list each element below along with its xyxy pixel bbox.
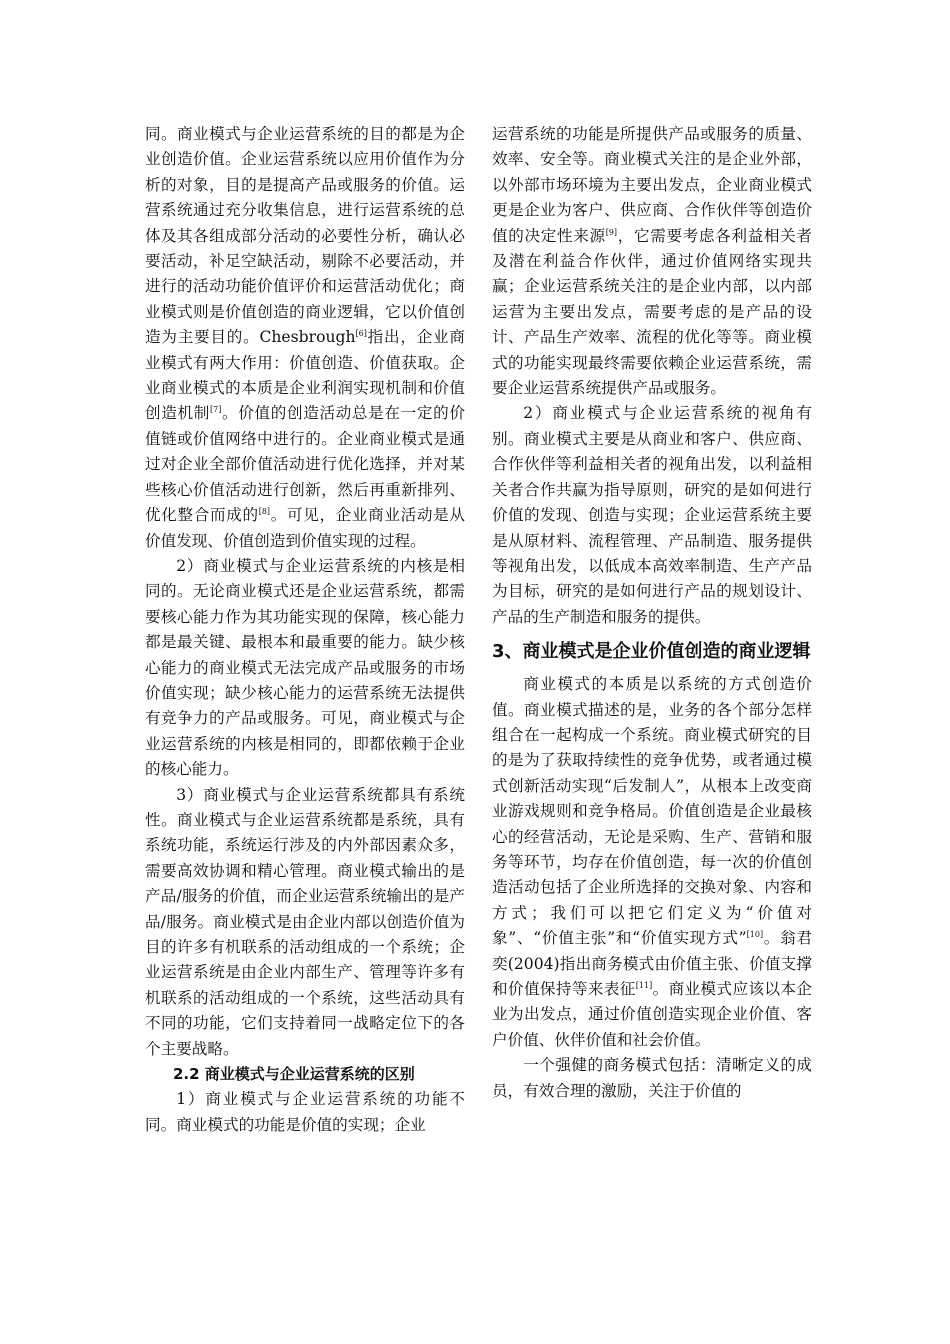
left-column <box>145 122 465 1138</box>
body-paragraph: 3）商业模式与企业运营系统都具有系统性。商业模式与企业运营系统都是系统，具有系统功能，系统运行涉及的内外部因素众多，需要高效协调和精心管理。商业模式输出的是产品/服务的价值，而企业运营系统输出的是产品/服务。商业模式是由企业内部以创造价值为目的许多有机联系的活动组成的一个系统；企业运营系统是由企业内部生产、管理等许多有机联系的活动组成的一个系统，这些活动具有不同的功能，它们支持着同一战略定位下的各个主要战略。 <box>145 785 465 1058</box>
text-run: 同。商业模式与企业运营系统的目的都是为企业创造价值。企业运营系统以应用价值作为分析的对象，目的是提高产品或服务的价值。运营系统通过充分收集信息，进行运营系统的总体及其各组成部分活动的必要性分析，确认必要活动，补足空缺活动，剔除不必要活动，并进行的活动功能价值评价和运营活动优化；商业模式则是价值创造的商业逻辑，它以价值创造为主要目的。Chesbrough <box>145 125 465 347</box>
text-run: 。可见，企业商业活动是从价值发现、价值创造到价值实现的过程。 <box>145 506 465 550</box>
citation-ref: [9] <box>605 227 618 237</box>
text-run: 。翁君奕(2004)指出商务模式由价值主张、价值支撑和价值保持等来表征 <box>492 929 812 998</box>
text-run: 指出，企业商业模式有两大作用：价值创造、价值获取。企业商业模式的本质是企业利润实现机制和价值创造机制 <box>145 328 465 423</box>
citation-ref: [8] <box>258 507 271 517</box>
citation-ref: [10] <box>746 930 764 940</box>
body-paragraph: 一个强健的商务模式包括：清晰定义的成员，有效合理的激励，关注于价值的 <box>492 1056 812 1100</box>
body-paragraph: 2）商业模式与企业运营系统的视角有别。商业模式主要是从商业和客户、供应商、合作伙伴等利益相关者的视角出发，以利益相关者合作共赢为指导原则，研究的是如何进行价值的发现、创造与实现；企业运营系统主要是从原材料、流程管理、产品制造、服务提供等视角出发，以低成本高效率制造、生产产品为目标，研究的是如何进行产品的规划设计、产品的生产制造和服务的提供。 <box>492 404 812 626</box>
text-run: 。价值的创造活动总是在一定的价值链或价值网络中进行的。企业商业模式是通过对企业全部价值活动进行优化选择，并对某些核心价值活动进行创新，然后再重新排列、优化整合而成的 <box>145 404 465 525</box>
text-run: 。商业模式应该以本企业为出发点，通过价值创造实现企业价值、客户价值、伙伴价值和社会价值。 <box>492 980 812 1049</box>
subsection-heading: 2.2 商业模式与企业运营系统的区别 <box>173 1065 415 1084</box>
text-run: ，它需要考虑各利益相关者及潜在利益合作伙伴，通过价值网络实现共赢；企业运营系统关注的是企业内部，以内部运营为主要出发点，需要考虑的是产品的设计、产品生产效率、流程的优化等等。商业模式的功能实现最终需要依赖企业运营系统，需要企业运营系统提供产品或服务。 <box>492 226 812 398</box>
right-column <box>492 122 812 1104</box>
section-heading: 3、商业模式是企业价值创造的商业逻辑 <box>492 641 811 663</box>
body-paragraph <box>145 122 465 554</box>
body-paragraph: 1）商业模式与企业运营系统的功能不同。商业模式的功能是价值的实现；企业 <box>145 1090 465 1134</box>
body-paragraph <box>492 672 812 1053</box>
body-paragraph: 2）商业模式与企业运营系统的内核是相同的。无论商业模式还是企业运营系统，都需要核心能力作为其功能实现的保障，核心能力都是最关键、最根本和最重要的能力。缺少核心能力的商业模式无法完成产品或服务的市场价值实现；缺少核心能力的运营系统无法提供有竞争力的产品或服务。可见，商业模式与企业运营系统的内核是相同的，即都依赖于企业的核心能力。 <box>145 556 465 779</box>
citation-ref: [7] <box>209 405 222 415</box>
citation-ref: [6] <box>355 329 367 339</box>
text-run: 运营系统的功能是所提供产品或服务的质量、效率、安全等。商业模式关注的是企业外部，以外部市场环境为主要出发点，企业商业模式更是企业为客户、供应商、合作伙伴等创造价值的决定性来源 <box>492 125 812 245</box>
body-paragraph <box>492 122 812 401</box>
citation-ref: [11] <box>635 981 653 990</box>
text-run: 商业模式的本质是以系统的方式创造价值。商业模式描述的是，业务的各个部分怎样组合在一起构成一个系统。商业模式研究的目的是为了获取持续性的竞争优势，或者通过模式创新活动实现“后发制人”，从根本上改变商业游戏规则和竞争格局。价值创造是企业最核心的经营活动，无论是采购、生产、营销和服务等环节，均存在价值创造，每一次的价值创造活动包括了企业所选择的交换对象、内容和方式；我们可以把它们定义为“价值对象”、“价值主张”和“价值实现方式” <box>492 675 812 948</box>
